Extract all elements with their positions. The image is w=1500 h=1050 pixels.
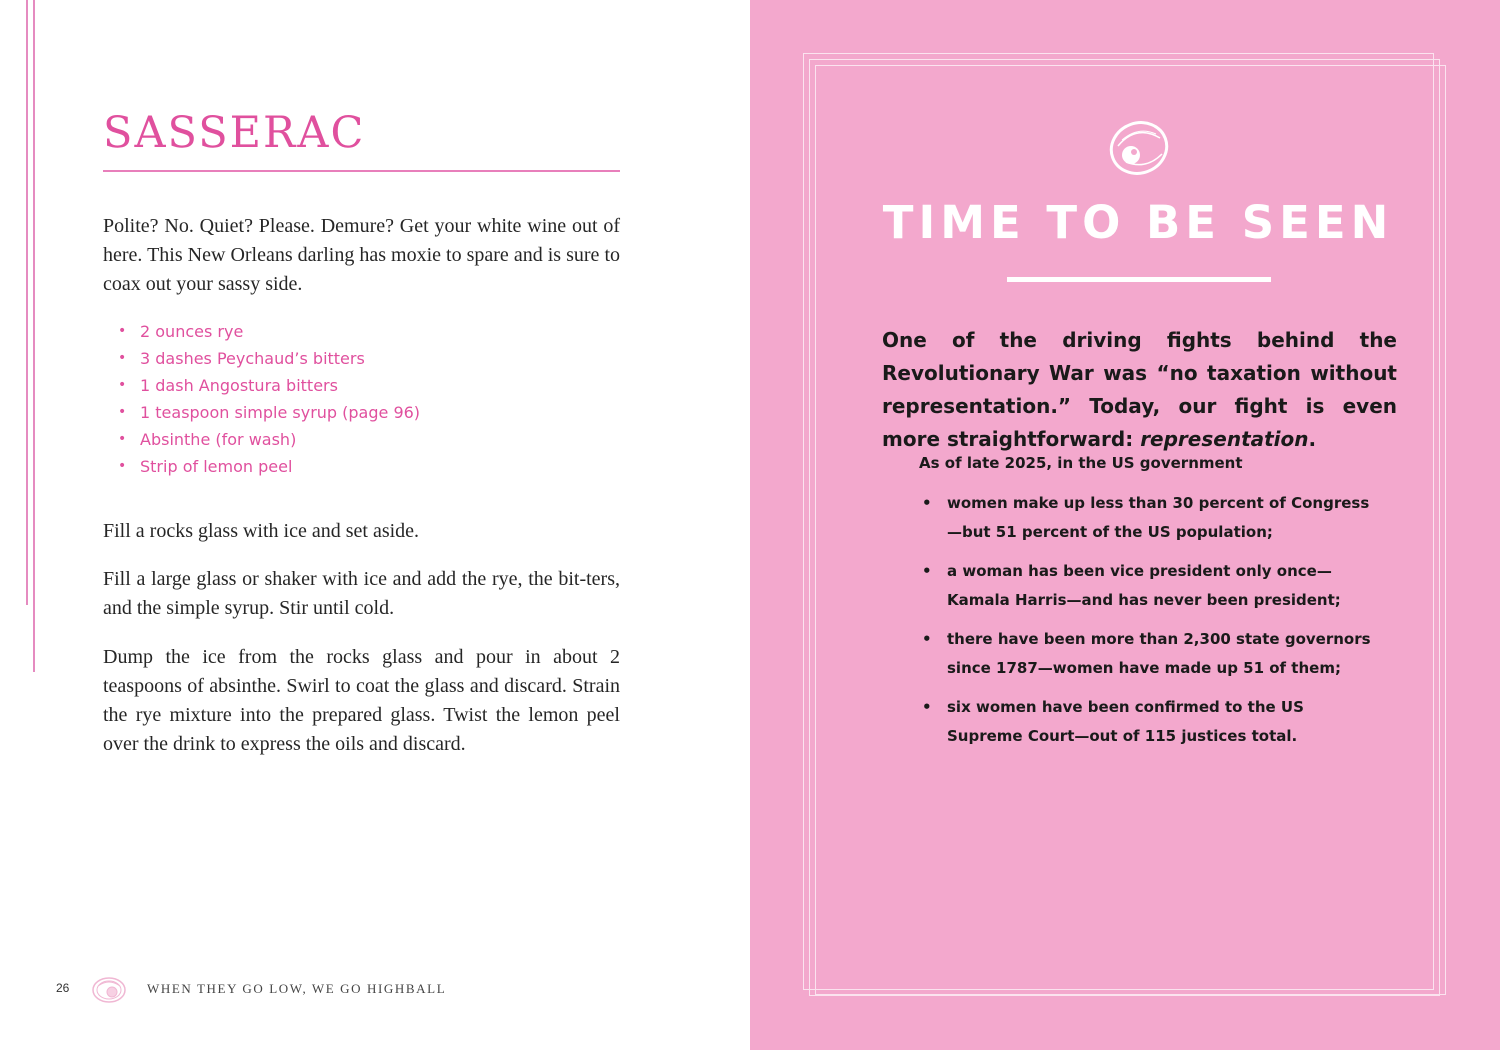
bullet-icon: • bbox=[922, 630, 932, 648]
bullet-icon: • bbox=[922, 562, 932, 580]
ingredient-item bbox=[118, 399, 420, 426]
facts-intro: As of late 2025, in the US government bbox=[919, 454, 1243, 472]
ingredient-item bbox=[118, 345, 420, 372]
ingredient-item bbox=[118, 426, 420, 453]
recipe-step-3: Dump the ice from the rocks glass and pour in about 2 teaspoons of absinthe. Swirl to coat the glass and discard. Strain the rye mixture into the prepared glass. Twist the lemon peel over the drink to express the oils and discard. bbox=[103, 646, 620, 755]
bullet-icon: • bbox=[118, 377, 127, 393]
fact-item bbox=[922, 557, 1382, 615]
bullet-icon: • bbox=[118, 323, 127, 339]
right-page bbox=[750, 0, 1500, 1050]
bullet-icon: • bbox=[922, 698, 932, 716]
recipe-step-2: Fill a large glass or shaker with ice and add the rye, the bit-ters, and the simple syrup. Stir until cold. bbox=[103, 568, 620, 619]
fact-item bbox=[922, 625, 1382, 683]
facts-list bbox=[922, 489, 1382, 761]
running-head: WHEN THEY GO LOW, WE GO HIGHBALL bbox=[147, 981, 447, 996]
ingredient-text: Absinthe (for wash) bbox=[140, 430, 297, 449]
fact-item bbox=[922, 693, 1382, 751]
bullet-icon: • bbox=[118, 404, 127, 420]
ingredient-text: 3 dashes Peychaud’s bitters bbox=[140, 349, 365, 368]
page-number: 26 bbox=[56, 981, 70, 995]
recipe-step-1: Fill a rocks glass with ice and set aside. bbox=[103, 520, 420, 542]
bullet-icon: • bbox=[922, 494, 932, 512]
fact-text: six women have been confirmed to the US Supreme Court—out of 115 justices total. bbox=[947, 698, 1304, 745]
margin-rule bbox=[33, 0, 35, 672]
recipe-title: SASSERAC bbox=[103, 108, 366, 158]
fact-text: there have been more than 2,300 state governors since 1787—women have made up 51 of them; bbox=[947, 630, 1371, 677]
feature-divider bbox=[1007, 277, 1271, 282]
lead-text: One of the driving fights behind the Revolutionary War was “no taxation without representation.” Today, our fight is even more straightforward: bbox=[882, 328, 1397, 451]
fact-item bbox=[922, 489, 1382, 547]
lead-paragraph bbox=[882, 324, 1397, 456]
ingredient-item bbox=[118, 453, 420, 480]
bullet-icon: • bbox=[118, 458, 127, 474]
lead-end: . bbox=[1308, 427, 1317, 451]
pearl-icon bbox=[88, 975, 128, 1005]
ingredient-text: Strip of lemon peel bbox=[140, 457, 293, 476]
recipe-intro: Polite? No. Quiet? Please. Demure? Get your white wine out of here. This New Orleans darling has moxie to spare and is sure to coax out your sassy side. bbox=[103, 215, 620, 295]
title-divider bbox=[103, 170, 620, 172]
ingredient-text: 1 teaspoon simple syrup (page 96) bbox=[140, 403, 421, 422]
ingredient-list bbox=[118, 318, 420, 480]
bullet-icon: • bbox=[118, 431, 127, 447]
bullet-icon: • bbox=[118, 350, 127, 366]
margin-rule bbox=[26, 0, 28, 605]
feature-title: TIME TO BE SEEN bbox=[882, 196, 1394, 249]
ingredient-text: 1 dash Angostura bitters bbox=[140, 376, 338, 395]
ingredient-item bbox=[118, 318, 420, 345]
ingredient-item bbox=[118, 372, 420, 399]
fact-text: women make up less than 30 percent of Congress—but 51 percent of the US population; bbox=[947, 494, 1370, 541]
pearl-icon bbox=[1106, 118, 1172, 180]
ingredient-text: 2 ounces rye bbox=[140, 322, 244, 341]
lead-emphasis: representation bbox=[1140, 427, 1309, 451]
fact-text: a woman has been vice president only once—Kamala Harris—and has never been president; bbox=[947, 562, 1341, 609]
